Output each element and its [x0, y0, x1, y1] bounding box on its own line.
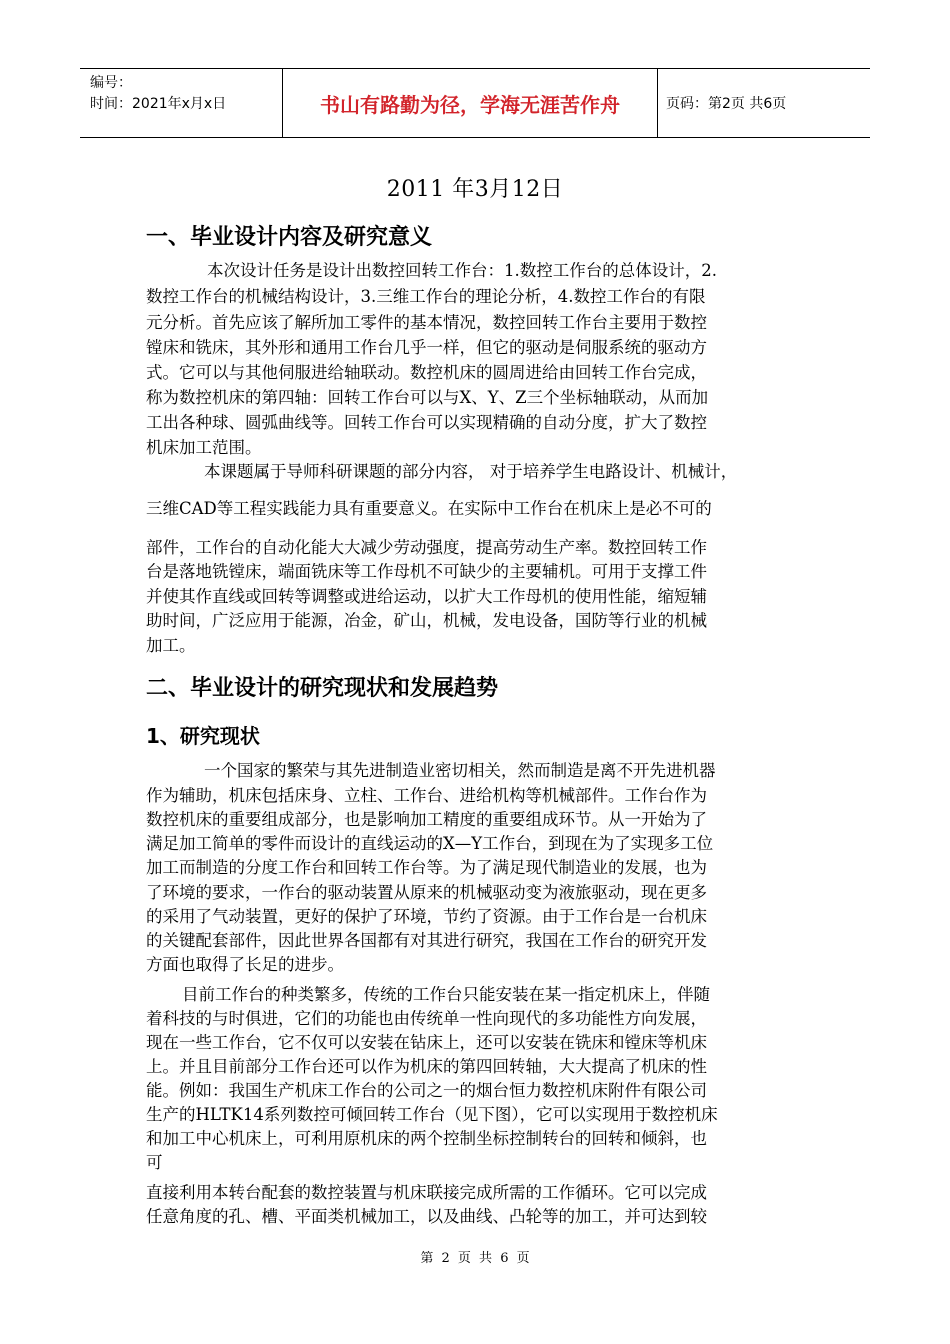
paragraph-line: 作为辅助，机床包括床身、立柱、工作台、进给机构等机械部件。工作台作为 — [146, 786, 707, 805]
paragraph-line: 着科技的与时俱进，它们的功能也由传统单一性向现代的多功能性方向发展， — [146, 1009, 707, 1028]
paragraph-line: 现在一些工作台，它不仅可以安装在钻床上，还可以安装在铣床和镗床等机床 — [146, 1033, 707, 1052]
paragraph-line: 元分析。首先应该了解所加工零件的基本情况，数控回转工作台主要用于数控 — [146, 313, 707, 332]
paragraph-line: 助时间，广泛应用于能源，冶金，矿山，机械，发电设备，国防等行业的机械 — [146, 611, 707, 630]
paragraph-line: 可 — [146, 1153, 163, 1172]
paragraph-line: 本次设计任务是设计出数控回转工作台：1.数控工作台的总体设计，2. — [207, 261, 717, 280]
paragraph-line: 并使其作直线或回转等调整或进给运动，以扩大工作母机的使用性能，缩短辅 — [146, 587, 707, 606]
paragraph-line: 三维CAD等工程实践能力具有重要意义。在实际中工作台在机床上是必不可的 — [146, 499, 712, 518]
paragraph-line: 数控机床的重要组成部分，也是影响加工精度的重要组成环节。从一开始为了 — [146, 810, 707, 829]
subsection-title: 1、研究现状 — [146, 724, 260, 748]
paragraph-line: 直接利用本转台配套的数控装置与机床联接完成所需的工作循环。它可以完成 — [146, 1183, 707, 1202]
paragraph-line: 方面也取得了长足的进步。 — [146, 955, 344, 974]
paragraph-line: 能。例如：我国生产机床工作台的公司之一的烟台恒力数控机床附件有限公司 — [146, 1081, 707, 1100]
paragraph-line: 镗床和铣床，其外形和通用工作台几乎一样，但它的驱动是伺服系统的驱动方 — [146, 338, 707, 357]
section1-title: 一、毕业设计内容及研究意义 — [146, 225, 433, 250]
paragraph-line: 式。它可以与其他伺服进给轴联动。数控机床的圆周进给由回转工作台完成， — [146, 363, 707, 382]
paragraph-line: 部件，工作台的自动化能大大减少劳动强度，提高劳动生产率。数控回转工作 — [146, 538, 707, 557]
paragraph-line: 一个国家的繁荣与其先进制造业密切相关，然而制造是离不开先进机器 — [204, 761, 716, 780]
header-left-cell — [80, 69, 283, 137]
section2-title: 二、毕业设计的研究现状和发展趋势 — [146, 676, 499, 701]
header-page-info: 页码：第2页 共6页 — [666, 96, 787, 112]
paragraph-line: 加工。 — [146, 636, 196, 655]
header-table — [80, 68, 870, 138]
number-label: 编号： — [90, 75, 132, 91]
paragraph-line: 加工而制造的分度工作台和回转工作台等。为了满足现代制造业的发展，也为 — [146, 858, 707, 877]
paragraph-line: 台是落地铣镗床，端面铣床等工作母机不可缺少的主要辅机。可用于支撑工件 — [146, 562, 707, 581]
paragraph-line: 的关键配套部件，因此世界各国都有对其进行研究，我国在工作台的研究开发 — [146, 931, 707, 950]
paragraph-line: 了环境的要求，一作台的驱动装置从原来的机械驱动变为液旅驱动，现在更多 — [146, 883, 707, 902]
paragraph-line: 上。并且目前部分工作台还可以作为机床的第四回转轴，大大提高了机床的性 — [146, 1057, 707, 1076]
paragraph-line: 的采用了气动装置，更好的保护了环境，节约了资源。由于工作台是一台机床 — [146, 907, 707, 926]
paragraph-line: 和加工中心机床上，可利用原机床的两个控制坐标控制转台的回转和倾斜，也 — [146, 1129, 707, 1148]
page-footer: 第 2 页 共 6 页 — [420, 1251, 530, 1266]
paragraph-line: 生产的HLTK14系列数控可倾回转工作台（见下图），它可以实现用于数控机床 — [146, 1105, 718, 1124]
paragraph-line: 数控工作台的机械结构设计，3.三维工作台的理论分析，4.数控工作台的有限 — [146, 287, 706, 306]
time-label: 时间：2021年x月x日 — [90, 96, 227, 112]
paragraph-line: 任意角度的孔、槽、平面类机械加工，以及曲线、凸轮等的加工，并可达到较 — [146, 1207, 707, 1226]
paragraph-line: 工出各种球、圆弧曲线等。回转工作台可以实现精确的自动分度，扩大了数控 — [146, 413, 707, 432]
paragraph-line: 本课题属于导师科研课题的部分内容， 对于培养学生电路设计、机械计， — [204, 462, 738, 481]
header-motto: 书山有路勤为径，学海无涯苦作舟 — [283, 69, 658, 137]
paragraph-line: 称为数控机床的第四轴：回转工作台可以与X、Y、Z三个坐标轴联动，从而加 — [146, 388, 709, 407]
paragraph-line: 满足加工简单的零件而设计的直线运动的X—Y工作台，到现在为了实现多工位 — [146, 834, 714, 853]
document-date: 2011 年3月12日 — [386, 177, 564, 202]
paragraph-line: 目前工作台的种类繁多，传统的工作台只能安装在某一指定机床上，伴随 — [182, 985, 710, 1004]
paragraph-line: 机床加工范围。 — [146, 438, 262, 457]
